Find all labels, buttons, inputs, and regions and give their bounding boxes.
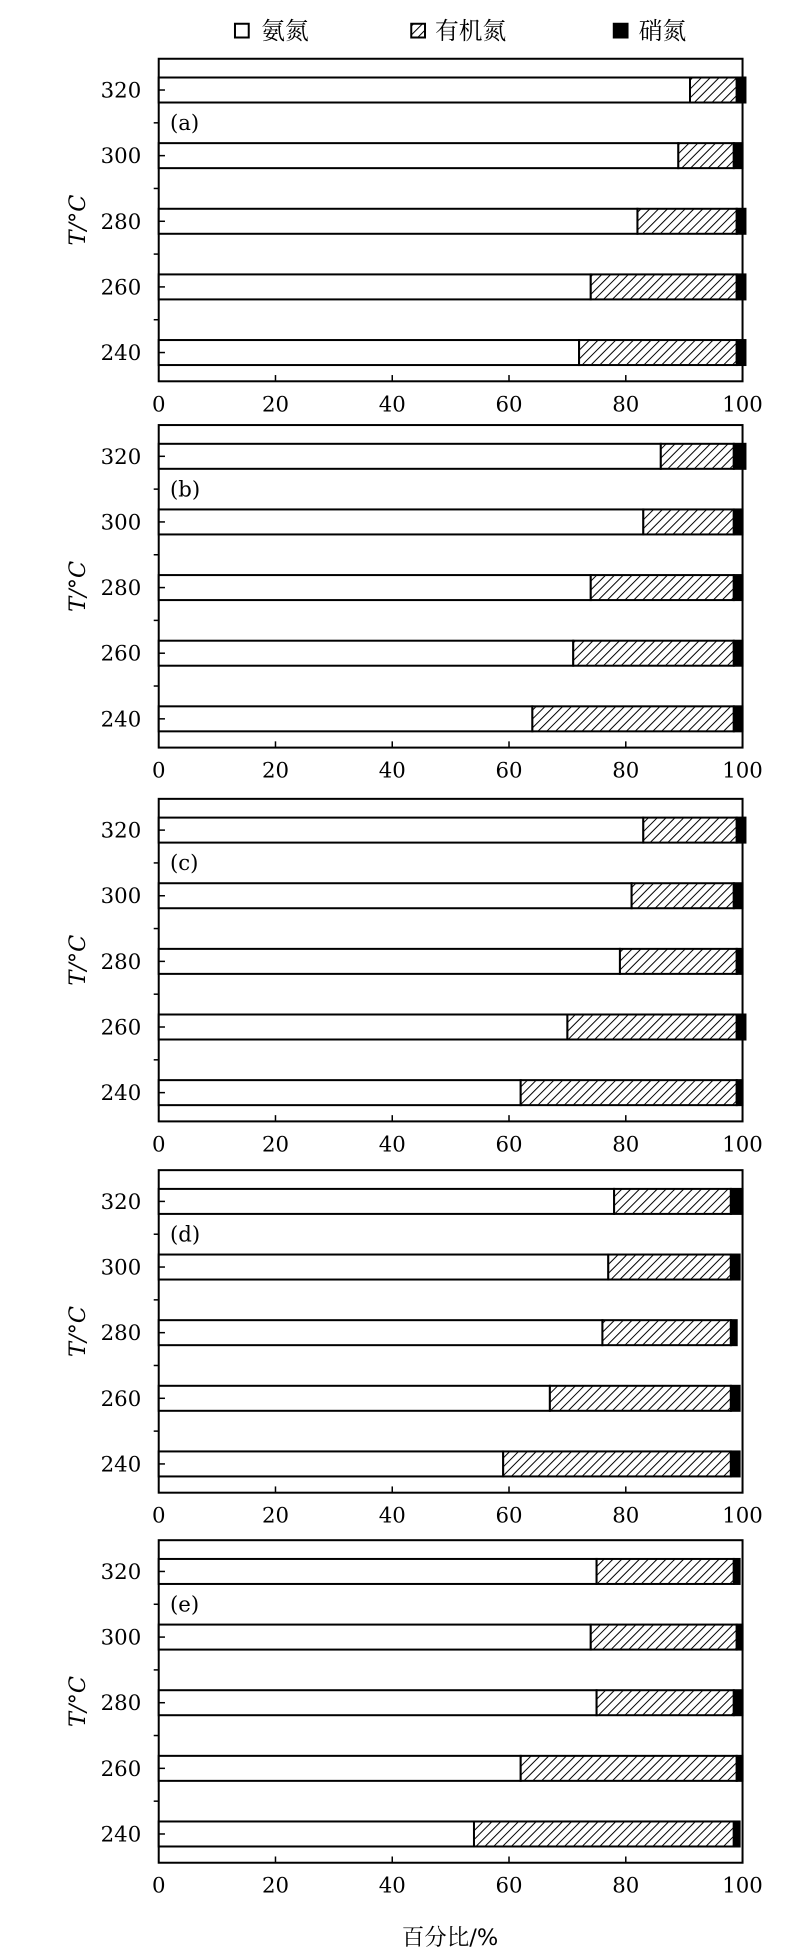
bar-segment — [532, 706, 733, 731]
y-tick-label: 240 — [100, 707, 142, 733]
bar-segment — [734, 1559, 740, 1584]
x-tick-label: 20 — [261, 1873, 290, 1899]
bar-segment — [159, 575, 591, 600]
bar-segment — [734, 706, 743, 731]
bar-segment — [643, 509, 733, 534]
bar-segment — [159, 1189, 614, 1214]
y-tick-label: 320 — [100, 1189, 142, 1215]
x-tick-label: 20 — [261, 392, 290, 418]
panel-d — [65, 1170, 763, 1529]
bar-segment — [159, 340, 579, 365]
x-tick-label: 40 — [378, 1503, 406, 1529]
x-tick-label: 100 — [722, 758, 763, 784]
bar-segment — [734, 641, 743, 666]
y-tick-label: 320 — [100, 444, 142, 470]
bar-segment — [620, 949, 737, 974]
panel-label: (e) — [169, 1592, 200, 1618]
y-tick-label: 280 — [100, 576, 142, 602]
x-tick-label: 80 — [612, 392, 640, 418]
x-tick-label: 100 — [722, 1503, 763, 1529]
bar-segment — [602, 1320, 730, 1345]
bar-segment — [579, 340, 737, 365]
panel-label: (c) — [169, 851, 199, 877]
bar-segment — [550, 1386, 731, 1411]
bar-segment — [159, 1625, 591, 1650]
bar-segment — [159, 818, 644, 843]
panel-label: (d) — [169, 1222, 201, 1248]
y-tick-label: 320 — [100, 1559, 142, 1585]
y-tick-label: 280 — [100, 949, 142, 975]
bar-segment — [737, 78, 746, 103]
bar-segment — [521, 1080, 737, 1105]
panel-label: (b) — [169, 477, 201, 503]
bar-segment — [608, 1255, 731, 1280]
bar-segment — [159, 1559, 597, 1584]
bar-segment — [734, 444, 746, 469]
bar-segment — [159, 1451, 503, 1476]
bar-segment — [737, 1625, 743, 1650]
y-tick-label: 280 — [100, 209, 142, 235]
x-tick-label: 0 — [151, 1873, 166, 1899]
x-tick-label: 100 — [722, 392, 763, 418]
x-tick-label: 60 — [495, 392, 523, 418]
y-tick-label: 260 — [100, 641, 142, 667]
bar-segment — [597, 1690, 734, 1715]
bar-segment — [159, 1756, 521, 1781]
bar-segment — [474, 1821, 734, 1846]
bar-segment — [661, 444, 734, 469]
legend-label-ammonia: 氨氮 — [261, 16, 309, 45]
x-axis-title: 百分比/% — [401, 1925, 499, 1952]
x-tick-label: 0 — [151, 1132, 166, 1158]
x-tick-label: 0 — [151, 758, 166, 784]
x-tick-label: 60 — [495, 1873, 523, 1899]
y-tick-label: 240 — [100, 1452, 142, 1478]
panel-label: (a) — [169, 111, 200, 137]
bar-segment — [731, 1189, 743, 1214]
bar-segment — [734, 1821, 740, 1846]
bar-segment — [159, 143, 679, 168]
bar-segment — [591, 1625, 737, 1650]
bar-segment — [159, 509, 644, 534]
bar-segment — [678, 143, 733, 168]
x-tick-label: 40 — [378, 1873, 406, 1899]
bar-segment — [521, 1756, 737, 1781]
x-tick-label: 80 — [612, 1132, 640, 1158]
y-tick-label: 240 — [100, 1822, 142, 1848]
x-tick-label: 0 — [151, 1503, 166, 1529]
y-tick-label: 260 — [100, 1386, 142, 1412]
x-tick-label: 80 — [612, 1503, 640, 1529]
y-tick-label: 300 — [100, 510, 142, 536]
legend-label-organic: 有机氮 — [435, 16, 507, 45]
legend-swatch-organic — [411, 24, 425, 38]
bar-segment — [632, 883, 734, 908]
bar-segment — [503, 1451, 731, 1476]
bar-segment — [159, 209, 638, 234]
y-axis-title: T/°C — [64, 194, 91, 246]
x-tick-label: 60 — [495, 1503, 523, 1529]
bar-segment — [159, 1080, 521, 1105]
bar-segment — [591, 575, 734, 600]
bar-segment — [159, 641, 574, 666]
legend — [235, 17, 687, 45]
bar-segment — [159, 949, 620, 974]
bar-segment — [731, 1451, 740, 1476]
legend-swatch-nitrate — [614, 24, 628, 38]
y-tick-label: 280 — [100, 1691, 142, 1717]
bar-segment — [159, 274, 591, 299]
y-axis-title: T/°C — [64, 560, 91, 612]
y-tick-label: 240 — [100, 341, 142, 367]
bar-segment — [690, 78, 737, 103]
panel-c — [65, 799, 763, 1158]
bar-segment — [597, 1559, 734, 1584]
x-tick-label: 0 — [151, 392, 166, 418]
y-tick-label: 280 — [100, 1321, 142, 1347]
x-tick-label: 100 — [722, 1873, 763, 1899]
bar-segment — [734, 509, 743, 534]
bar-segment — [731, 1320, 737, 1345]
panel-b — [65, 425, 763, 784]
bar-segment — [159, 1386, 550, 1411]
bar-segment — [591, 274, 737, 299]
x-tick-label: 20 — [261, 758, 290, 784]
y-tick-label: 300 — [100, 884, 142, 910]
x-tick-label: 40 — [378, 1132, 406, 1158]
x-tick-label: 100 — [722, 1132, 763, 1158]
y-tick-label: 300 — [100, 1625, 142, 1651]
bar-segment — [734, 1690, 743, 1715]
bar-segment — [734, 575, 743, 600]
bar-segment — [159, 1255, 609, 1280]
legend-item-organic — [411, 17, 506, 45]
y-axis-title: T/°C — [64, 934, 91, 986]
y-tick-label: 300 — [100, 144, 142, 170]
y-tick-label: 260 — [100, 275, 142, 301]
x-tick-label: 80 — [612, 758, 640, 784]
bar-segment — [643, 818, 736, 843]
bar-segment — [159, 706, 533, 731]
panel-a — [65, 59, 763, 418]
x-tick-label: 60 — [495, 1132, 523, 1158]
y-tick-label: 260 — [100, 1015, 142, 1041]
legend-swatch-ammonia — [235, 24, 249, 38]
y-axis-title: T/°C — [64, 1305, 91, 1357]
bar-segment — [573, 641, 734, 666]
y-tick-label: 320 — [100, 818, 142, 844]
y-tick-label: 320 — [100, 78, 142, 104]
y-tick-label: 240 — [100, 1081, 142, 1107]
legend-item-nitrate — [614, 17, 687, 45]
bar-segment — [637, 209, 736, 234]
bar-segment — [731, 1255, 740, 1280]
bar-segment — [737, 209, 746, 234]
x-tick-label: 20 — [261, 1503, 290, 1529]
bar-segment — [734, 143, 743, 168]
bar-segment — [159, 883, 632, 908]
legend-label-nitrate: 硝氮 — [638, 16, 687, 45]
bar-segment — [731, 1386, 740, 1411]
bar-segment — [737, 818, 746, 843]
bar-segment — [567, 1015, 736, 1040]
bar-segment — [159, 78, 690, 103]
y-tick-label: 300 — [100, 1255, 142, 1281]
bar-segment — [737, 1080, 743, 1105]
y-axis-title: T/°C — [64, 1675, 91, 1727]
x-tick-label: 60 — [495, 758, 523, 784]
bar-segment — [159, 1320, 603, 1345]
bar-segment — [159, 1015, 568, 1040]
bar-segment — [159, 1690, 597, 1715]
bar-segment — [734, 883, 743, 908]
bar-segment — [737, 1015, 746, 1040]
x-tick-label: 20 — [261, 1132, 290, 1158]
bar-segment — [737, 340, 746, 365]
bar-segment — [737, 949, 743, 974]
panel-e — [65, 1540, 763, 1899]
bar-segment — [159, 1821, 474, 1846]
bar-segment — [737, 1756, 743, 1781]
x-tick-label: 40 — [378, 392, 406, 418]
x-tick-label: 40 — [378, 758, 406, 784]
legend-item-ammonia — [235, 17, 309, 45]
bar-segment — [614, 1189, 731, 1214]
bar-segment — [737, 274, 746, 299]
bar-segment — [159, 444, 661, 469]
x-tick-label: 80 — [612, 1873, 640, 1899]
y-tick-label: 260 — [100, 1756, 142, 1782]
